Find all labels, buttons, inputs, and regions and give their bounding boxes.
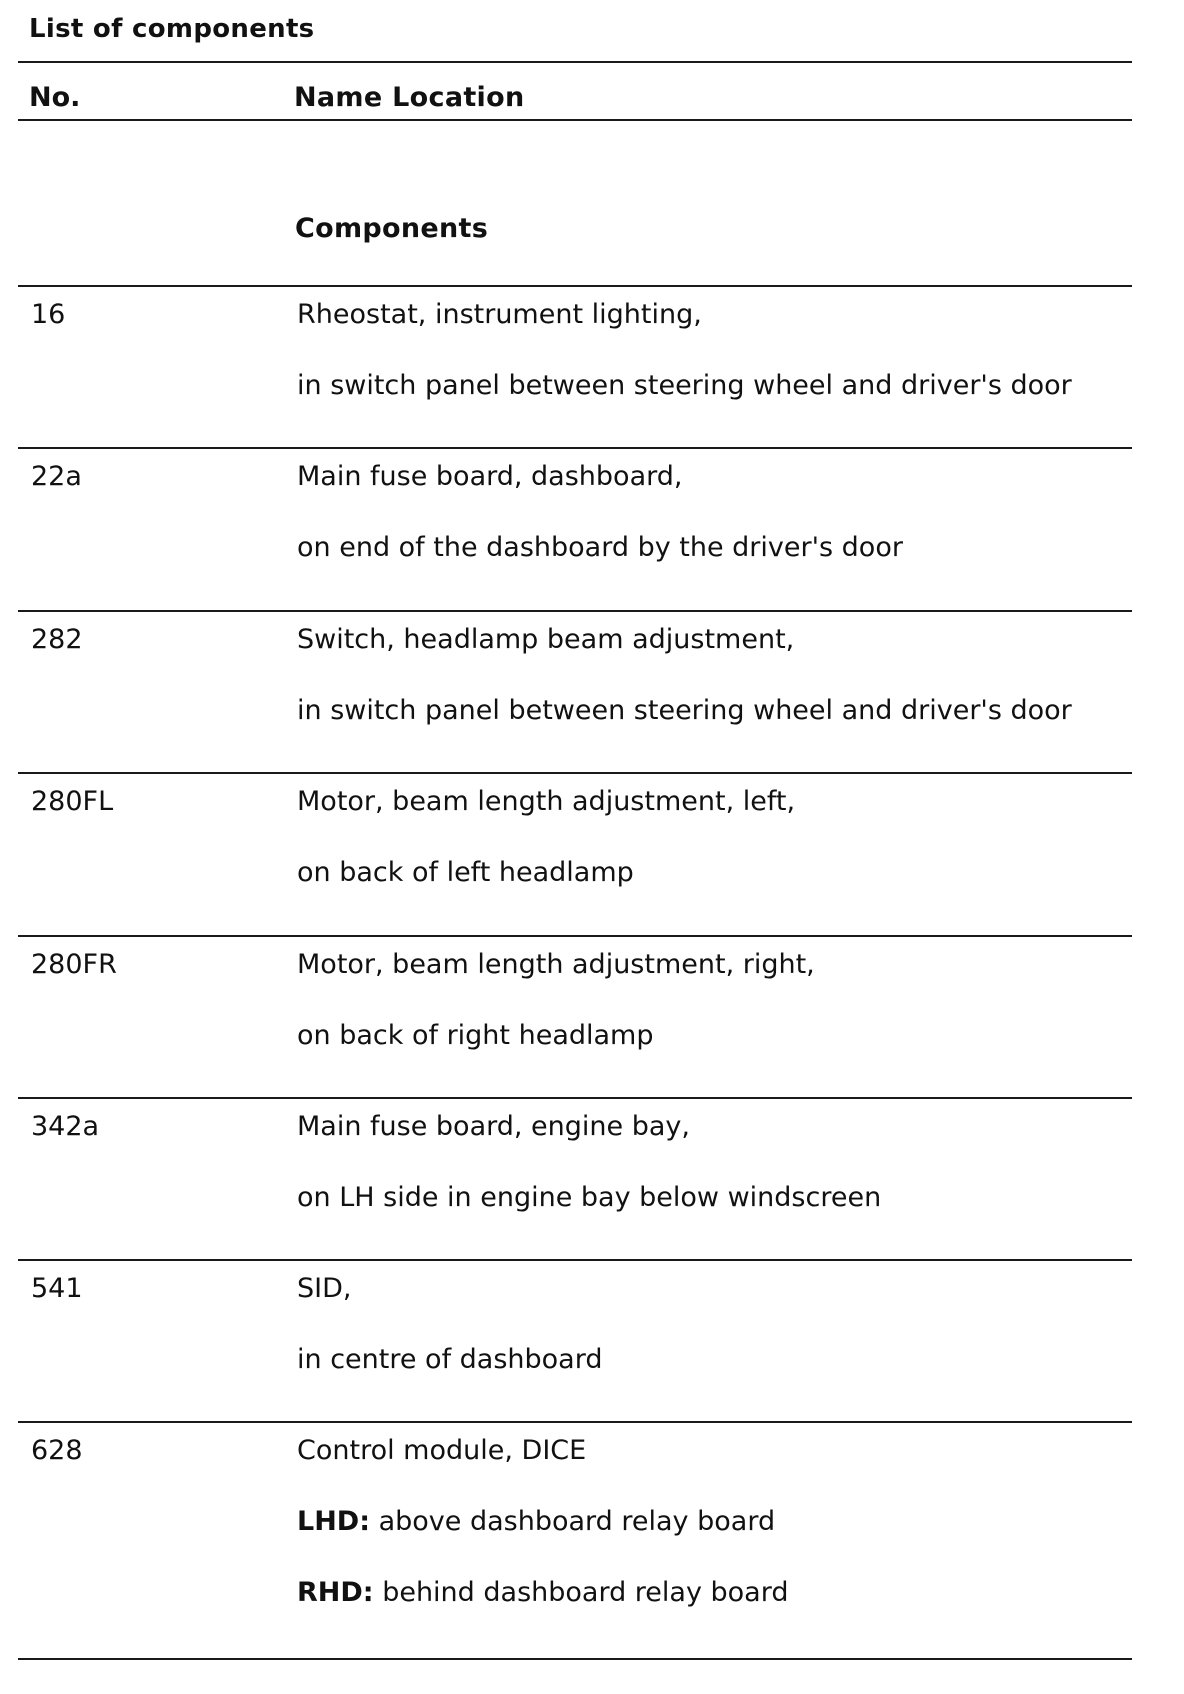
component-location bbox=[297, 1577, 789, 1609]
line-text: Motor, beam length adjustment, left, bbox=[297, 786, 796, 817]
line-text: Rheostat, instrument lighting, bbox=[297, 299, 702, 330]
component-location bbox=[297, 532, 903, 564]
line-text: Main fuse board, dashboard, bbox=[297, 461, 683, 492]
component-location bbox=[297, 857, 634, 889]
component-name bbox=[297, 1435, 586, 1467]
row-divider bbox=[18, 935, 1132, 937]
component-name bbox=[297, 949, 815, 981]
header-top-rule bbox=[18, 61, 1132, 63]
component-location bbox=[297, 1020, 653, 1052]
table-row bbox=[0, 461, 1184, 625]
column-header-name-location: Name Location bbox=[294, 82, 525, 113]
table-row bbox=[0, 1273, 1184, 1437]
column-header-no: No. bbox=[29, 82, 81, 113]
component-location bbox=[297, 370, 1072, 402]
table-row bbox=[0, 1111, 1184, 1275]
component-number: 342a bbox=[31, 1111, 100, 1142]
row-divider bbox=[18, 447, 1132, 449]
line-text: in switch panel between steering wheel and driver's door bbox=[297, 695, 1072, 726]
table-row bbox=[0, 1435, 1184, 1608]
line-text: SID, bbox=[297, 1273, 352, 1304]
line-text: behind dashboard relay board bbox=[373, 1577, 789, 1608]
component-number: 282 bbox=[31, 624, 83, 655]
component-number: 22a bbox=[31, 461, 82, 492]
page-title: List of components bbox=[29, 14, 315, 44]
component-number: 628 bbox=[31, 1435, 83, 1466]
drive-side-label: LHD: bbox=[297, 1506, 371, 1537]
line-text: on back of right headlamp bbox=[297, 1020, 654, 1051]
line-text: above dashboard relay board bbox=[370, 1506, 776, 1537]
table-bottom-rule bbox=[18, 1658, 1132, 1660]
component-name bbox=[297, 1111, 690, 1143]
line-text: Main fuse board, engine bay, bbox=[297, 1111, 690, 1142]
component-name bbox=[297, 461, 682, 493]
table-row bbox=[0, 624, 1184, 788]
section-label: Components bbox=[295, 213, 489, 244]
line-text: Switch, headlamp beam adjustment, bbox=[297, 624, 795, 655]
component-location bbox=[297, 1506, 775, 1538]
component-name bbox=[297, 624, 794, 656]
row-divider bbox=[18, 772, 1132, 774]
line-text: Motor, beam length adjustment, right, bbox=[297, 949, 815, 980]
line-text: on LH side in engine bay below windscreen bbox=[297, 1182, 882, 1213]
table-row bbox=[0, 949, 1184, 1113]
line-text: on back of left headlamp bbox=[297, 857, 634, 888]
header-bottom-rule bbox=[18, 119, 1132, 121]
component-name bbox=[297, 299, 702, 331]
component-number: 280FL bbox=[31, 786, 114, 817]
component-number: 16 bbox=[31, 299, 66, 330]
component-location bbox=[297, 1344, 603, 1376]
row-divider bbox=[18, 285, 1132, 287]
row-divider bbox=[18, 1259, 1132, 1261]
component-location bbox=[297, 1182, 881, 1214]
table-row bbox=[0, 299, 1184, 463]
line-text: in switch panel between steering wheel and driver's door bbox=[297, 370, 1072, 401]
drive-side-label: RHD: bbox=[297, 1577, 374, 1608]
row-divider bbox=[18, 1097, 1132, 1099]
row-divider bbox=[18, 610, 1132, 612]
line-text: Control module, DICE bbox=[297, 1435, 587, 1466]
component-name bbox=[297, 786, 795, 818]
line-text: on end of the dashboard by the driver's door bbox=[297, 532, 903, 563]
table-row bbox=[0, 786, 1184, 950]
row-divider bbox=[18, 1421, 1132, 1423]
component-location bbox=[297, 695, 1072, 727]
line-text: in centre of dashboard bbox=[297, 1344, 603, 1375]
component-number: 541 bbox=[31, 1273, 83, 1304]
component-number: 280FR bbox=[31, 949, 117, 980]
component-name bbox=[297, 1273, 351, 1305]
